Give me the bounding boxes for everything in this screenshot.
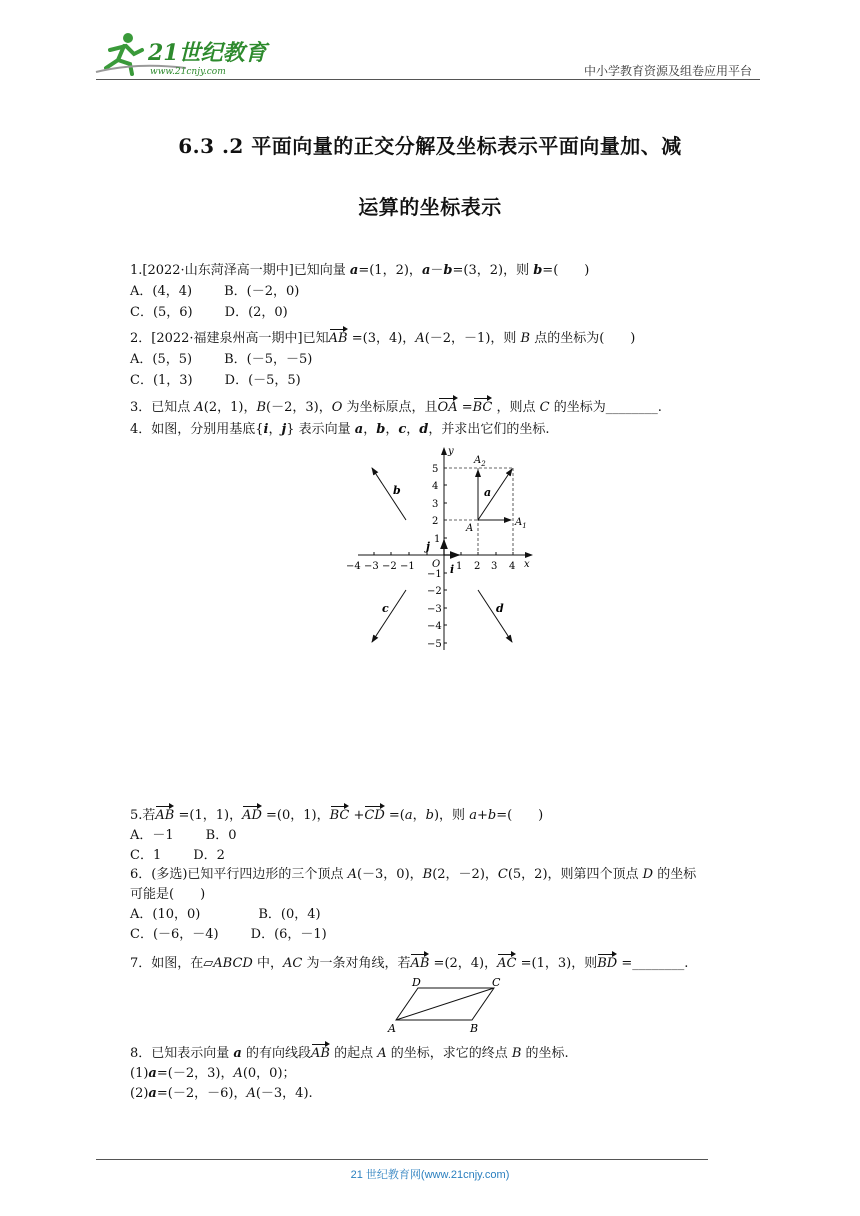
label-A2: $A_2$ bbox=[474, 455, 486, 468]
y-tick-labels bbox=[427, 464, 442, 650]
y-tick: 5 bbox=[432, 464, 439, 475]
vertex-B: B bbox=[470, 1022, 479, 1035]
question-1-options-ab bbox=[130, 283, 299, 300]
header-divider bbox=[96, 79, 760, 80]
label-d: d bbox=[496, 602, 504, 615]
vertex-D: D bbox=[412, 976, 421, 989]
x-tick: −3 bbox=[364, 561, 379, 572]
question-5-options-ab bbox=[130, 827, 237, 844]
question-8-sub-2: (2)a=(－2，－6)，A(－3，4). bbox=[130, 1086, 313, 1101]
question-7-stem: 7．如图，在▱ABCD 中，AC 为一条对角线，若AB =(2，4)，AC =(1，3)，则BD =________. bbox=[130, 956, 689, 971]
x-tick: 3 bbox=[491, 561, 498, 572]
question-1-options-cd bbox=[130, 304, 288, 321]
question-8-stem: 8．已知表示向量 a 的有向线段AB 的起点 A 的坐标，求它的终点 B 的坐标. bbox=[130, 1046, 569, 1061]
question-2-stem: 2．[2022·福建泉州高一期中]已知AB =(3，4)，A(－2，－1)，则 B 点的坐标为( ) bbox=[130, 331, 636, 346]
q1-option-d: D．(2，0) bbox=[224, 305, 288, 320]
question-8-sub-1: (1)a=(－2，3)，A(0，0)； bbox=[130, 1066, 296, 1081]
parallelogram-figure bbox=[384, 974, 510, 1036]
q2-option-c: C．(1，3) bbox=[130, 373, 193, 388]
q6-option-d: D．(6，－1) bbox=[250, 927, 327, 942]
question-3-stem: 3．已知点 A(2，1)，B(－2，3)，O 为坐标原点，且OA =BC ，则点 C 的坐标为________. bbox=[130, 400, 662, 415]
q2-option-d: D．(－5，5) bbox=[224, 373, 301, 388]
label-a: a bbox=[484, 486, 492, 499]
vector-coordinate-graph bbox=[346, 442, 540, 654]
x-tick: −1 bbox=[400, 561, 415, 572]
x-tick: 2 bbox=[474, 561, 481, 572]
question-1-stem: 1.[2022·山东菏泽高一期中]已知向量 a=(1，2)，a－b=(3，2)，则 b=( ) bbox=[130, 263, 590, 278]
y-tick: −1 bbox=[427, 569, 442, 580]
site-logo bbox=[96, 28, 266, 78]
question-6-stem-line2: 可能是( ) bbox=[130, 887, 206, 902]
q1-option-b: B．(－2，0) bbox=[224, 284, 300, 299]
q2-option-b: B．(－5，－5) bbox=[224, 352, 313, 367]
y-tick: −4 bbox=[427, 621, 442, 632]
q5-option-c: C．1 bbox=[130, 848, 162, 863]
y-tick: 2 bbox=[432, 516, 439, 527]
y-axis-label: y bbox=[448, 446, 454, 457]
logo-main-text: 21世纪教育 bbox=[148, 40, 267, 66]
question-6-options-cd bbox=[130, 926, 327, 943]
x-tick: −2 bbox=[382, 561, 397, 572]
footer-divider bbox=[96, 1159, 708, 1160]
q6-option-c: C．(－6，－4) bbox=[130, 927, 219, 942]
question-2-options-ab bbox=[130, 351, 312, 368]
y-tick: −2 bbox=[427, 586, 442, 597]
label-b: b bbox=[393, 484, 401, 497]
vertex-C: C bbox=[492, 976, 501, 989]
y-tick: 3 bbox=[432, 499, 439, 510]
label-c: c bbox=[382, 602, 389, 615]
vector-d bbox=[478, 590, 512, 642]
label-j: j bbox=[426, 540, 430, 553]
q2-option-a: A．(5，5) bbox=[130, 352, 193, 367]
question-6-stem-line1: 6．(多选)已知平行四边形的三个顶点 A(－3，0)，B(2，－2)，C(5，2)，则第四个顶点 D 的坐标 bbox=[130, 867, 697, 882]
page-title-line2: 运算的坐标表示 bbox=[358, 195, 502, 219]
q5-option-b: B．0 bbox=[205, 828, 237, 843]
q1-option-c: C．(5，6) bbox=[130, 305, 193, 320]
logo-url-text: www.21cnjy.com bbox=[150, 67, 226, 77]
diagonal-ac bbox=[396, 988, 494, 1020]
y-tick: 4 bbox=[432, 481, 439, 492]
platform-name: 中小学教育资源及组卷应用平台 bbox=[583, 64, 752, 78]
y-tick: −5 bbox=[427, 639, 442, 650]
question-6-options-ab bbox=[130, 906, 321, 923]
q6-option-b: B．(0，4) bbox=[258, 907, 321, 922]
y-tick: 1 bbox=[434, 534, 441, 545]
label-A: A bbox=[466, 523, 474, 534]
label-i: i bbox=[450, 563, 455, 576]
vector-c bbox=[372, 590, 406, 642]
x-tick: 4 bbox=[509, 561, 516, 572]
question-4-stem: 4．如图，分别用基底{i，j} 表示向量 a，b，c，d，并求出它们的坐标. bbox=[130, 422, 550, 437]
y-tick: −3 bbox=[427, 604, 442, 615]
q1-option-a: A．(4，4) bbox=[130, 284, 193, 299]
question-5-stem: 5.若AB =(1，1)，AD =(0，1)，BC +CD =(a，b)，则 a+b=( ) bbox=[130, 808, 544, 823]
footer-link[interactable]: 21 世纪教育网(www.21cnjy.com) bbox=[350, 1169, 510, 1181]
x-axis-label: x bbox=[524, 559, 530, 570]
label-A1: $A_1$ bbox=[515, 517, 527, 530]
origin-label: O bbox=[432, 559, 441, 570]
x-tick: 1 bbox=[456, 561, 463, 572]
vertex-A: A bbox=[388, 1022, 396, 1035]
x-tick: −4 bbox=[346, 561, 361, 572]
vector-b bbox=[372, 468, 406, 520]
page-title-line1: 6.3 .2 平面向量的正交分解及坐标表示平面向量加、减 bbox=[178, 134, 682, 158]
question-2-options-cd bbox=[130, 372, 301, 389]
q5-option-d: D．2 bbox=[193, 848, 225, 863]
q5-option-a: A．－1 bbox=[130, 828, 174, 843]
q6-option-a: A．(10，0) bbox=[130, 907, 201, 922]
question-5-options-cd bbox=[130, 847, 225, 864]
